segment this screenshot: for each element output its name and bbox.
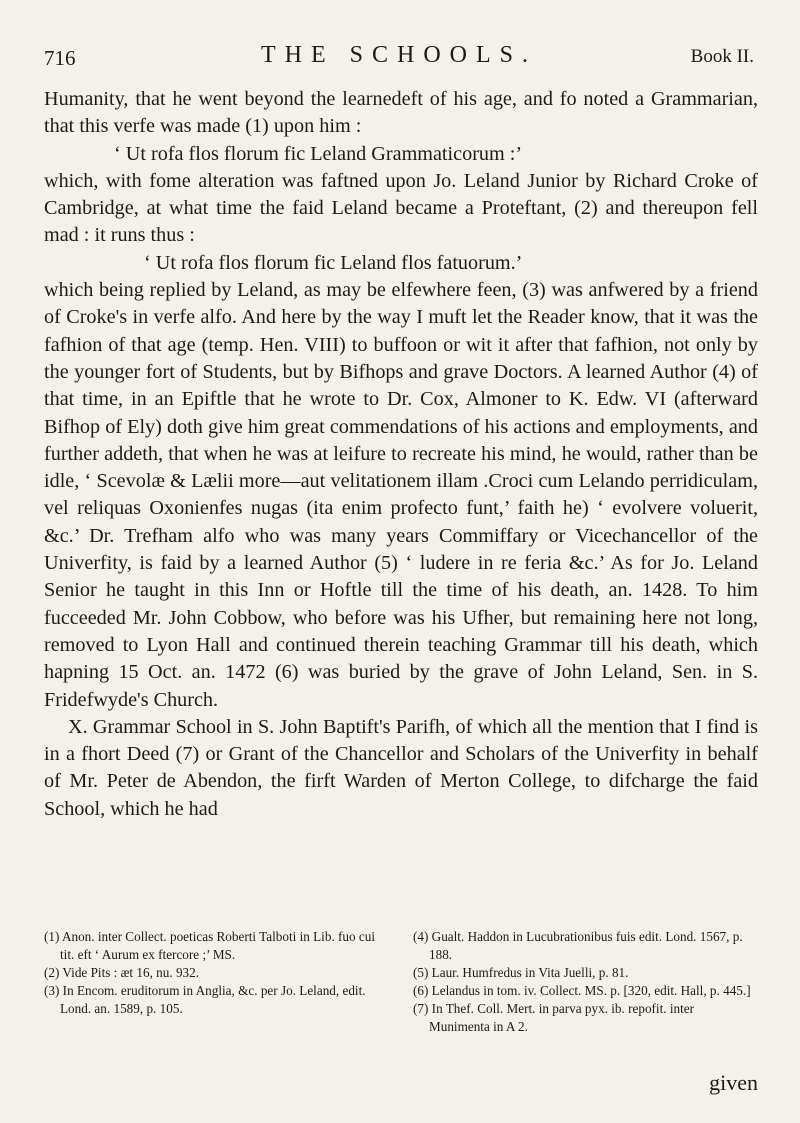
catchword: given: [709, 1070, 758, 1095]
footnote-5: (5) Laur. Humfredus in Vita Juelli, p. 81.: [413, 965, 629, 980]
book-label: Book II.: [690, 46, 754, 67]
verse-1: ‘ Ut rofa flos florum fic Leland Grammaticorum :’: [114, 142, 523, 165]
running-header: [44, 42, 754, 76]
page-number: 716: [44, 46, 76, 70]
footnote-3: (3) In Encom. eruditorum in Anglia, &c. per Jo. Leland, edit. Lond. an. 1589, p. 105.: [44, 983, 366, 1016]
footnotes-left-column: [44, 928, 389, 1036]
footnote-4: (4) Gualt. Haddon in Lucubrationibus fuis edit. Lond. 1567, p. 188.: [413, 929, 743, 962]
paragraph-4: X. Grammar School in S. John Baptift's Parifh, of which all the mention that I find is in a fhort Deed (7) or Grant of the Chancellor and Scholars of the Univerfity in behalf of Mr. Peter de Abendon, the firft Warden of Merton College, to difcharge the faid School, which he had: [44, 715, 758, 820]
running-title: THE SCHOOLS.: [260, 42, 537, 68]
footnotes-right-column: [413, 928, 758, 1036]
footnotes: [44, 928, 758, 1036]
paragraph-2: which, with fome alteration was faftned upon Jo. Leland Junior by Richard Croke of Cambridge, at what time the faid Leland became a Proteftant, (2) and thereupon fell mad : it runs thus :: [44, 169, 758, 247]
verse-2: ‘ Ut rofa flos florum fic Leland flos fatuorum.’: [144, 251, 523, 274]
footnote-7: (7) In Thef. Coll. Mert. in parva pyx. ib. repofit. inter Munimenta in A 2.: [413, 1001, 695, 1034]
footnote-2: (2) Vide Pits : æt 16, nu. 932.: [44, 965, 200, 980]
paragraph-1: Humanity, that he went beyond the learnedeft of his age, and fo noted a Grammarian, that this verfe was made (1) upon him :: [44, 88, 758, 138]
paragraph-3: which being replied by Leland, as may be elfewhere feen, (3) was anfwered by a friend of Croke's in verfe alfo. And here by the way I muft let the Reader know, that it was the fafhion of that age (temp. Hen. VIII) to buffoon or wit it after that fafhion, not only by the younger fort of Students, but by Bifhops and grave Doctors. A learned Author (4) of that time, in an Epiftle that he wrote to Dr. Cox, Almoner to K. Edw. VI (afterward Bifhop of Ely) doth give him great commendations of his actions and employments, and further addeth, that when he was at leifure to recreate his mind, he would, rather than be idle, ‘ Scevolæ & Lælii more—aut velitationem illam .Croci cum Lelando perridiculam, vel reliquas Oxonienfes nugas (ita enim profecto funt,’ faith he) ‘ evolvere voluerit, &c.’ Dr. Trefham alfo who was many years Commiffary or Vicechancellor of the Univerfity, is faid by a learned Author (5) ‘ ludere in re feria &c.’ As for Jo. Leland Senior he taught in this Inn or Hoftle till the time of his death, an. 1428. To him fucceeded Mr. John Cobbow, who before was his Ufher, but remaining here not long, removed to Lyon Hall and continued therein teaching Grammar till his death, which hapning 15 Oct. an. 1472 (6) was buried by the grave of John Leland, Sen. in S. Fridefwyde's Church.: [44, 279, 758, 711]
footnote-6: (6) Lelandus in tom. iv. Collect. MS. p. [320, edit. Hall, p. 445.]: [413, 983, 751, 998]
footnote-1: (1) Anon. inter Collect. poeticas Roberti Talboti in Lib. fuo cui tit. eft ‘ Aurum ex ftercore ;’ MS.: [44, 929, 376, 962]
main-text: [44, 86, 758, 823]
